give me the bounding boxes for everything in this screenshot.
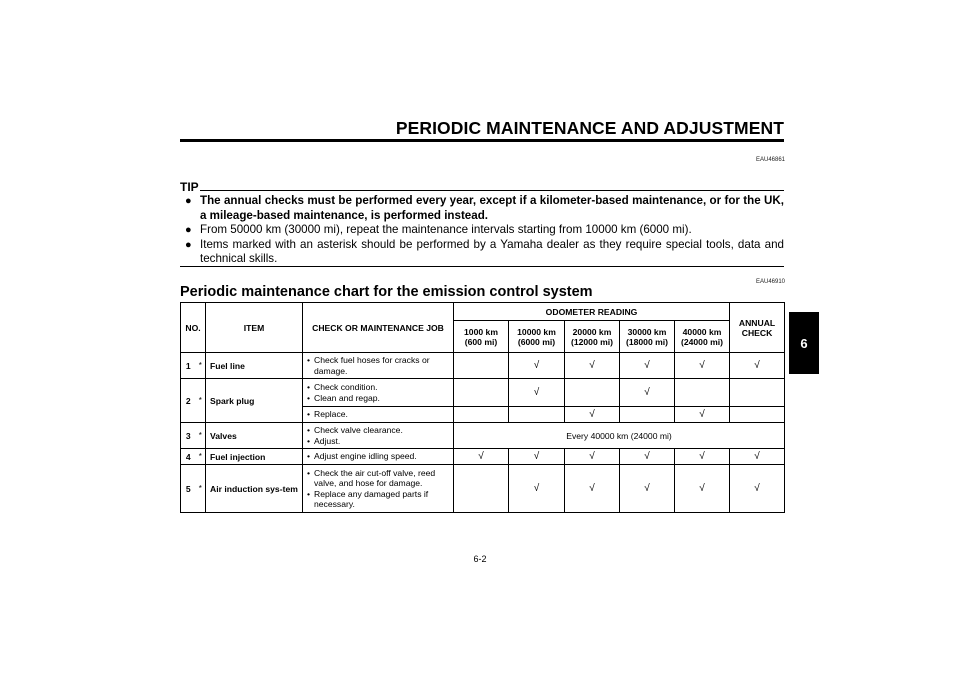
table-row: 5 * Air induction sys-tem • Check the air cut-off valve, reed valve, and hose for damage. • Replace any damaged parts if necessary. √ √ √ √ √ <box>181 465 785 513</box>
check-mark: √ <box>620 449 675 465</box>
check-mark: √ <box>730 449 785 465</box>
check-mark: √ <box>675 407 730 423</box>
check-mark: √ <box>565 465 620 513</box>
bullet-icon: ● <box>185 224 192 237</box>
interval-note: Every 40000 km (24000 mi) <box>454 423 785 449</box>
table-row: 2 * Spark plug • Check condition. • Clean and regap. √ √ <box>181 379 785 407</box>
tip-rule-bottom <box>180 266 784 267</box>
check-mark: √ <box>730 465 785 513</box>
tip-item: ● From 50000 km (30000 mi), repeat the maintenance intervals starting from 10000 km (6000 mi). <box>185 223 692 237</box>
header-rule <box>180 139 784 142</box>
check-mark: √ <box>565 449 620 465</box>
check-mark: √ <box>509 465 565 513</box>
header-item: ITEM <box>206 303 303 353</box>
check-mark: √ <box>675 465 730 513</box>
tip-label: TIP <box>180 180 199 194</box>
reference-code: EAU46910 <box>756 279 786 285</box>
header-odometer: ODOMETER READING <box>454 303 730 321</box>
header-no: NO. <box>181 303 206 353</box>
check-mark: √ <box>509 449 565 465</box>
page-number: 6-2 <box>473 554 487 564</box>
check-mark: √ <box>565 353 620 379</box>
chapter-tab: 6 <box>789 312 819 374</box>
header-odo-col: 1000 km (600 mi) <box>454 321 509 353</box>
header-annual-check: ANNUAL CHECK <box>730 303 785 353</box>
header-odo-col: 40000 km (24000 mi) <box>675 321 730 353</box>
check-mark: √ <box>675 353 730 379</box>
page-header-title: PERIODIC MAINTENANCE AND ADJUSTMENT <box>395 118 784 138</box>
maintenance-chart-table <box>180 302 785 513</box>
check-mark: √ <box>620 353 675 379</box>
reference-code: EAU46861 <box>756 157 786 163</box>
section-heading: Periodic maintenance chart for the emission control system <box>180 284 593 300</box>
check-mark: √ <box>454 449 509 465</box>
table-row: 1 * Fuel line • Check fuel hoses for cracks or damage. √ √ √ √ √ <box>181 353 785 379</box>
table-row: 3 * Valves • Check valve clearance. • Adjust. Every 40000 km (24000 mi) <box>181 423 785 449</box>
check-mark: √ <box>509 379 565 407</box>
check-mark: √ <box>565 407 620 423</box>
header-odo-col: 20000 km (12000 mi) <box>565 321 620 353</box>
check-mark: √ <box>509 353 565 379</box>
tip-item: ● The annual checks must be performed every year, except if a kilometer-based maintenance, or for the UK, a mileage-based maintenance, is performed instead. <box>185 194 784 222</box>
check-mark: √ <box>675 449 730 465</box>
bullet-icon: ● <box>185 238 192 251</box>
table-row: • Replace. √ √ <box>181 407 785 423</box>
header-odo-col: 10000 km (6000 mi) <box>509 321 565 353</box>
tip-item: ● Items marked with an asterisk should be performed by a Yamaha dealer as they require special tools, data and technical skills. <box>185 237 784 266</box>
check-mark: √ <box>620 379 675 407</box>
check-mark: √ <box>730 353 785 379</box>
check-mark: √ <box>620 465 675 513</box>
header-job: CHECK OR MAINTENANCE JOB <box>303 303 454 353</box>
header-odo-col: 30000 km (18000 mi) <box>620 321 675 353</box>
bullet-icon: ● <box>185 195 192 207</box>
tip-rule-top <box>200 190 784 191</box>
table-row: 4 * Fuel injection • Adjust engine idling speed. √ √ √ √ √ √ <box>181 449 785 465</box>
tip-list <box>180 194 784 267</box>
